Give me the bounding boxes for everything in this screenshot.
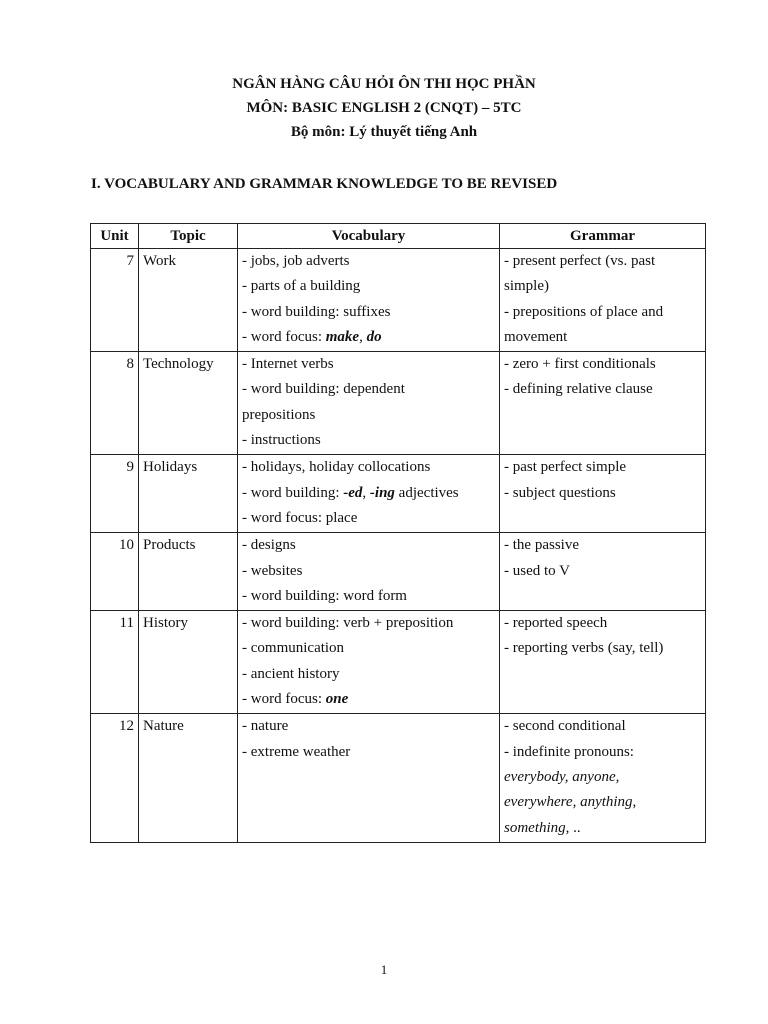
vocabulary-text: do [366,328,382,345]
grammar-line [504,325,701,350]
document-header [0,72,768,144]
grammar-text: - the passive [504,537,579,554]
grammar-line [504,765,701,790]
vocabulary-line [242,300,495,325]
vocabulary-text: - nature [242,718,289,735]
vocabulary-line [242,584,495,609]
column-header-unit: Unit [91,224,139,249]
table-header-row [91,224,706,249]
unit-cell: 11 [91,611,139,714]
grammar-line [504,249,701,274]
vocabulary-cell [238,611,500,714]
grammar-text: movement [504,328,568,345]
grammar-text: - subject questions [504,484,616,501]
table-row [91,611,706,714]
syllabus-table [90,223,706,843]
grammar-line [504,455,701,480]
grammar-cell [500,352,706,455]
vocabulary-text: - word focus: [242,328,326,345]
vocabulary-line [242,506,495,531]
vocabulary-cell [238,455,500,533]
grammar-text: - indefinite pronouns: [504,743,634,760]
grammar-line [504,714,701,739]
topic-cell: Nature [139,714,238,842]
grammar-text: - present perfect (vs. past [504,253,656,269]
vocabulary-text: , [359,328,367,345]
grammar-text: - zero + first conditionals [504,356,656,373]
grammar-text: - past perfect simple [504,459,627,476]
vocabulary-text: - word focus: place [242,509,358,526]
grammar-text: - defining relative clause [504,381,653,398]
vocabulary-line [242,533,495,558]
grammar-line [504,533,701,558]
vocabulary-line [242,740,495,765]
grammar-text: - reporting verbs (say, tell) [504,640,664,657]
vocabulary-text: make [325,328,360,345]
vocabulary-line [242,325,495,350]
vocabulary-text: - Internet verbs [242,356,334,373]
vocabulary-text: - parts of a building [242,278,361,295]
vocabulary-text: - word building: [242,484,344,501]
grammar-text: - used to V [504,562,570,579]
vocabulary-text: - word building: suffixes [242,303,391,320]
vocabulary-line [242,249,495,274]
topic-cell: Technology [139,352,238,455]
table-row [91,455,706,533]
table-row [91,249,706,352]
vocabulary-text: - extreme weather [242,743,351,760]
vocabulary-text: - word building: dependent [242,381,405,398]
grammar-text: - reported speech [504,615,608,632]
unit-cell: 10 [91,533,139,611]
table-row [91,714,706,842]
topic-cell: Holidays [139,455,238,533]
vocabulary-line [242,352,495,377]
topic-cell: Products [139,533,238,611]
grammar-text: , .. [565,819,581,836]
vocabulary-text: - ancient history [242,665,340,682]
unit-cell: 12 [91,714,139,842]
vocabulary-line [242,714,495,739]
vocabulary-cell [238,533,500,611]
grammar-line [504,352,701,377]
grammar-cell [500,455,706,533]
table-row [91,533,706,611]
vocabulary-text: - websites [242,562,303,579]
grammar-text: everybody, anyone, [504,768,620,785]
grammar-line [504,611,701,636]
grammar-cell [500,533,706,611]
header-title: NGÂN HÀNG CÂU HỎI ÔN THI HỌC PHẦN [232,76,536,92]
grammar-cell [500,714,706,842]
vocabulary-text: - holidays, holiday collocations [242,459,431,476]
header-department: Bộ môn: Lý thuyết tiếng Anh [290,124,478,140]
vocabulary-text: -ed [343,484,363,501]
vocabulary-text: prepositions [242,406,316,423]
unit-cell: 8 [91,352,139,455]
grammar-text: everywhere, anything, [504,794,637,811]
vocabulary-text: , [362,484,370,501]
vocabulary-line [242,636,495,661]
grammar-line [504,740,701,765]
vocabulary-text: - word building: verb + preposition [242,615,454,632]
grammar-text: simple) [504,278,549,295]
vocabulary-text: - designs [242,537,296,554]
grammar-line [504,559,701,584]
unit-cell: 9 [91,455,139,533]
column-header-grammar: Grammar [500,224,706,249]
vocabulary-text: -ing [369,484,395,501]
grammar-cell [500,611,706,714]
grammar-line [504,300,701,325]
vocabulary-text: one [325,691,349,708]
unit-cell: 7 [91,249,139,352]
vocabulary-cell [238,714,500,842]
vocabulary-cell [238,249,500,352]
vocabulary-text: - word building: word form [242,587,407,604]
topic-cell: History [139,611,238,714]
vocabulary-line [242,559,495,584]
grammar-text: - prepositions of place and [504,303,664,320]
vocabulary-line [242,455,495,480]
grammar-line [504,274,701,299]
column-header-vocabulary: Vocabulary [238,224,500,249]
page-number: 1 [380,962,388,977]
vocabulary-line [242,687,495,712]
vocabulary-line [242,481,495,506]
table-body [91,249,706,843]
vocabulary-text: - word focus: [242,691,326,708]
vocabulary-line [242,377,495,402]
vocabulary-line [242,428,495,453]
vocabulary-line [242,274,495,299]
grammar-line [504,816,701,841]
section-title: I. VOCABULARY AND GRAMMAR KNOWLEDGE TO BE REVISED [91,176,558,192]
vocabulary-cell [238,352,500,455]
table-row [91,352,706,455]
grammar-text: - second conditional [504,718,626,735]
vocabulary-text: adjectives [394,484,459,501]
vocabulary-line [242,403,495,428]
grammar-line [504,636,701,661]
topic-cell: Work [139,249,238,352]
header-course: MÔN: BASIC ENGLISH 2 (CNQT) – 5TC [246,100,522,116]
vocabulary-text: - instructions [242,432,321,449]
grammar-text: something [504,819,566,836]
vocabulary-text: - jobs, job adverts [242,253,350,269]
grammar-line [504,377,701,402]
vocabulary-text: - communication [242,640,345,657]
vocabulary-line [242,662,495,687]
grammar-line [504,790,701,815]
vocabulary-line [242,611,495,636]
column-header-topic: Topic [139,224,238,249]
grammar-line [504,481,701,506]
grammar-cell [500,249,706,352]
